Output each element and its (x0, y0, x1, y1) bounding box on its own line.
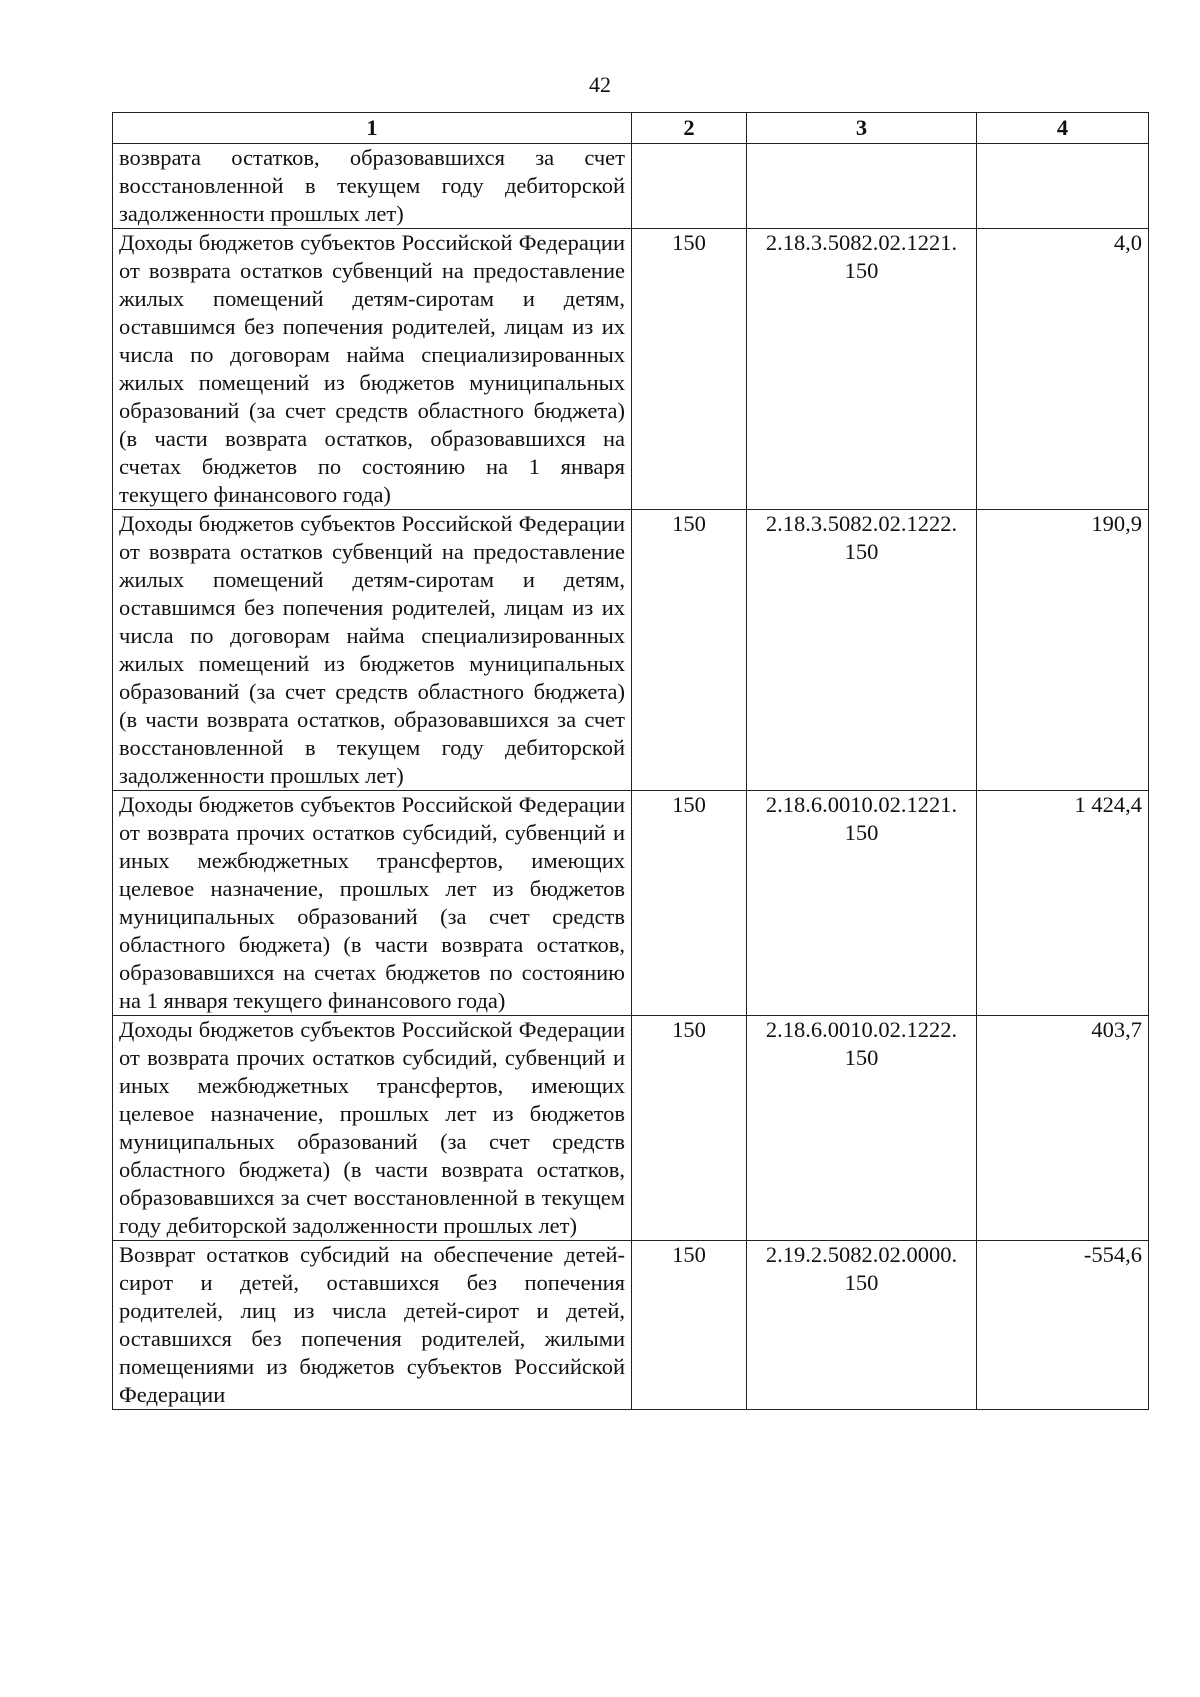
table-row (113, 144, 1149, 229)
budget-table (112, 112, 1149, 1410)
column-header-4: 4 (977, 113, 1149, 144)
row-description: Доходы бюджетов субъектов Российской Федерации от возврата остатков субвенций на предоставление жилых помещений детям-сиротам и детям, оставшимся без попечения родителей, лицам из их числа по договорам найма специализированных жилых помещений из бюджетов муниципальных образований (за счет средств областного бюджета) (в части возврата остатков, образовавшихся на счетах бюджетов по состоянию на 1 января текущего финансового года) (113, 229, 632, 510)
row-code-a: 150 (632, 791, 747, 1016)
page-number: 42 (589, 72, 611, 97)
row-amount: 403,7 (977, 1016, 1149, 1241)
row-amount (977, 144, 1149, 229)
row-code-b: 2.18.6.0010.02.1221. 150 (747, 791, 977, 1016)
row-code-b: 2.18.3.5082.02.1221. 150 (747, 229, 977, 510)
row-code-b: 2.18.6.0010.02.1222. 150 (747, 1016, 977, 1241)
table-row (113, 510, 1149, 791)
row-amount: 4,0 (977, 229, 1149, 510)
row-amount: 190,9 (977, 510, 1149, 791)
row-description: Доходы бюджетов субъектов Российской Федерации от возврата прочих остатков субсидий, субвенций и иных межбюджетных трансфертов, имеющих целевое назначение, прошлых лет из бюджетов муниципальных образований (за счет средств областного бюджета) (в части возврата остатков, образовавшихся за счет восстановленной в текущем году дебиторской задолженности прошлых лет) (113, 1016, 632, 1241)
column-header-3: 3 (747, 113, 977, 144)
column-header-1: 1 (113, 113, 632, 144)
row-code-a: 150 (632, 1016, 747, 1241)
table-row (113, 1016, 1149, 1241)
row-amount: 1 424,4 (977, 791, 1149, 1016)
row-code-b (747, 144, 977, 229)
row-code-a: 150 (632, 1241, 747, 1410)
row-description: Доходы бюджетов субъектов Российской Федерации от возврата прочих остатков субсидий, субвенций и иных межбюджетных трансфертов, имеющих целевое назначение, прошлых лет из бюджетов муниципальных образований (за счет средств областного бюджета) (в части возврата остатков, образовавшихся на счетах бюджетов по состоянию на 1 января текущего финансового года) (113, 791, 632, 1016)
row-code-a: 150 (632, 229, 747, 510)
row-code-b: 2.18.3.5082.02.1222. 150 (747, 510, 977, 791)
table-row (113, 229, 1149, 510)
table-header-row (113, 113, 1149, 144)
row-code-a: 150 (632, 510, 747, 791)
table-row (113, 791, 1149, 1016)
row-description: возврата остатков, образовавшихся за счет восстановленной в текущем году дебиторской задолженности прошлых лет) (113, 144, 632, 229)
row-code-a (632, 144, 747, 229)
row-code-b: 2.19.2.5082.02.0000. 150 (747, 1241, 977, 1410)
column-header-2: 2 (632, 113, 747, 144)
row-description: Возврат остатков субсидий на обеспечение детей-сирот и детей, оставшихся без попечения родителей, лиц из числа детей-сирот и детей, оставшихся без попечения родителей, жилыми помещениями из бюджетов субъектов Российской Федерации (113, 1241, 632, 1410)
row-description: Доходы бюджетов субъектов Российской Федерации от возврата остатков субвенций на предоставление жилых помещений детям-сиротам и детям, оставшимся без попечения родителей, лицам из их числа по договорам найма специализированных жилых помещений из бюджетов муниципальных образований (за счет средств областного бюджета) (в части возврата остатков, образовавшихся за счет восстановленной в текущем году дебиторской задолженности прошлых лет) (113, 510, 632, 791)
table-row (113, 1241, 1149, 1410)
row-amount: -554,6 (977, 1241, 1149, 1410)
